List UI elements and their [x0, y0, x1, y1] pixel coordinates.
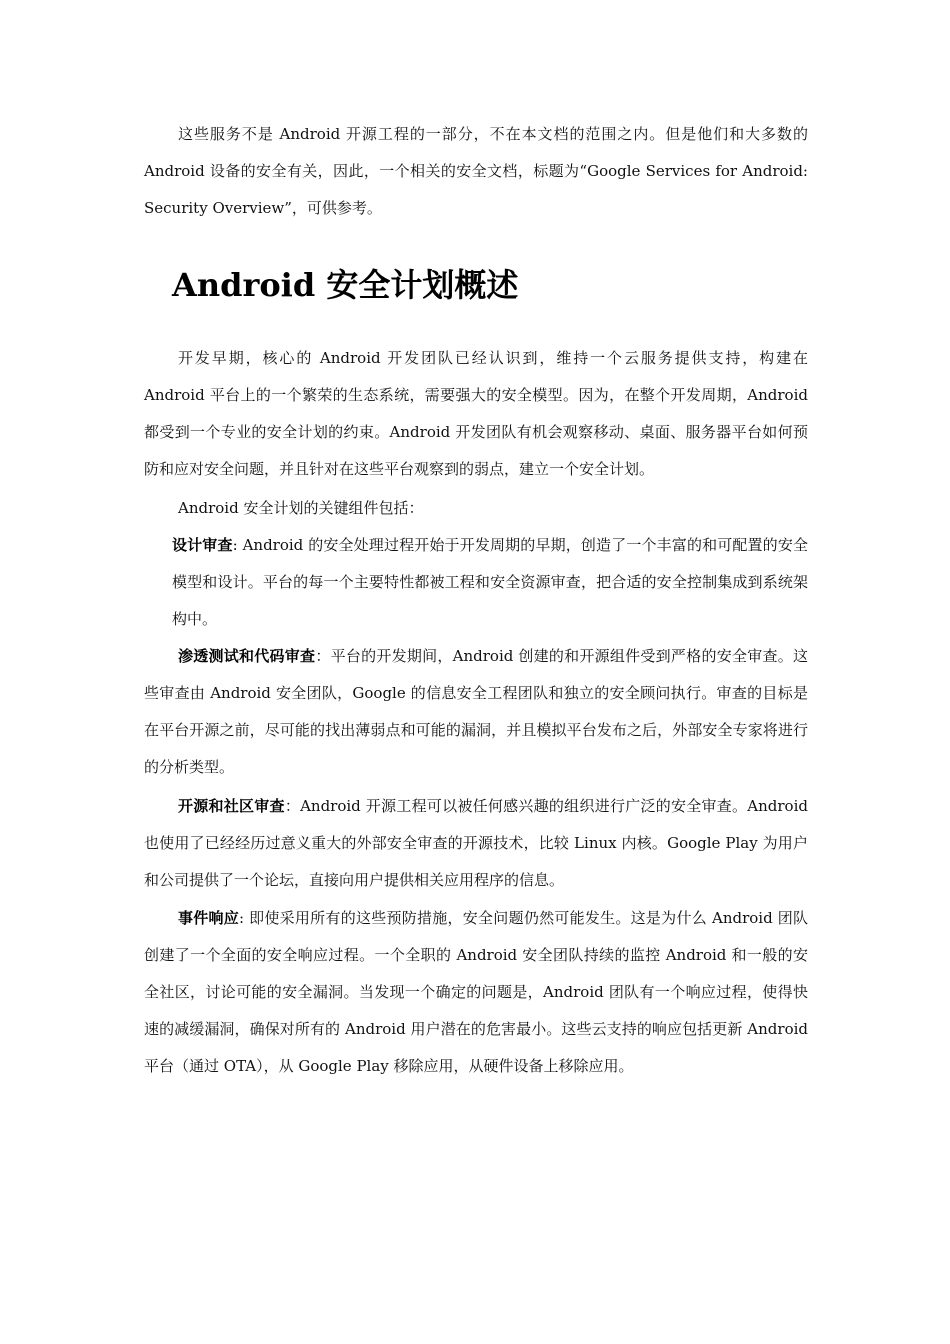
- incident-text: : 即使采用所有的这些预防措施，安全问题仍然可能发生。这是为什么 Android 团队创建了一个全面的安全响应过程。一个全职的 Android 安全团队持续的监控 Android 和一般的安全社区，讨论可能的安全漏洞。当发现一个确定的问题是，Android 团队有一个响应过程，使得快速的减缓漏洞，确保对所有的 Android 用户潜在的危害最小。这些云支持的响应包括更新 Android 平台（通过 OTA），从 Google Play 移除应用，从硬件设备上移除应用。: [144, 909, 808, 1075]
- community-term: 开源和社区审查: [178, 797, 285, 815]
- design-review-text: : Android 的安全处理过程开始于开发周期的早期，创造了一个丰富的和可配置的安全模型和设计。平台的每一个主要特性都被工程和安全资源审查，把合适的安全控制集成到系统架构中。: [172, 536, 808, 628]
- pentest-term: 渗透测试和代码审查: [178, 647, 316, 665]
- design-review-term: 设计审查: [172, 536, 233, 554]
- pentest-text: ：平台的开发期间，Android 创建的和开源组件受到严格的安全审查。这些审查由 Android 安全团队，Google 的信息安全工程团队和独立的安全顾问执行。审查的目标是在平台开源之前，尽可能的找出薄弱点和可能的漏洞，并且模拟平台发布之后，外部安全专家将进行的分析类型。: [144, 647, 808, 776]
- incident-term: 事件响应: [178, 909, 240, 927]
- components-intro-paragraph: Android 安全计划的关键组件包括：: [178, 499, 424, 517]
- community-paragraph: [144, 788, 808, 899]
- pentest-paragraph: [144, 638, 808, 786]
- intro-paragraph: 这些服务不是 Android 开源工程的一部分，不在本文档的范围之内。但是他们和大多数的 Android 设备的安全有关，因此，一个相关的安全文档，标题为“Google Services for Android: Security Overview”，可供参考。: [144, 125, 808, 217]
- section-heading: Android 安全计划概述: [172, 266, 519, 304]
- community-text: ：Android 开源工程可以被任何感兴趣的组织进行广泛的安全审查。Android 也使用了已经经历过意义重大的外部安全审查的开源技术，比较 Linux 内核。Google Play 为用户和公司提供了一个论坛，直接向用户提供相关应用程序的信息。: [144, 797, 808, 889]
- overview-paragraph: 开发早期，核心的 Android 开发团队已经认识到，维持一个云服务提供支持，构建在 Android 平台上的一个繁荣的生态系统，需要强大的安全模型。因为，在整个开发周期，Android 都受到一个专业的安全计划的约束。Android 开发团队有机会观察移动、桌面、服务器平台如何预防和应对安全问题，并且针对在这些平台观察到的弱点，建立一个安全计划。: [144, 349, 808, 478]
- design-review-paragraph: [172, 527, 808, 638]
- incident-paragraph: [144, 900, 808, 1085]
